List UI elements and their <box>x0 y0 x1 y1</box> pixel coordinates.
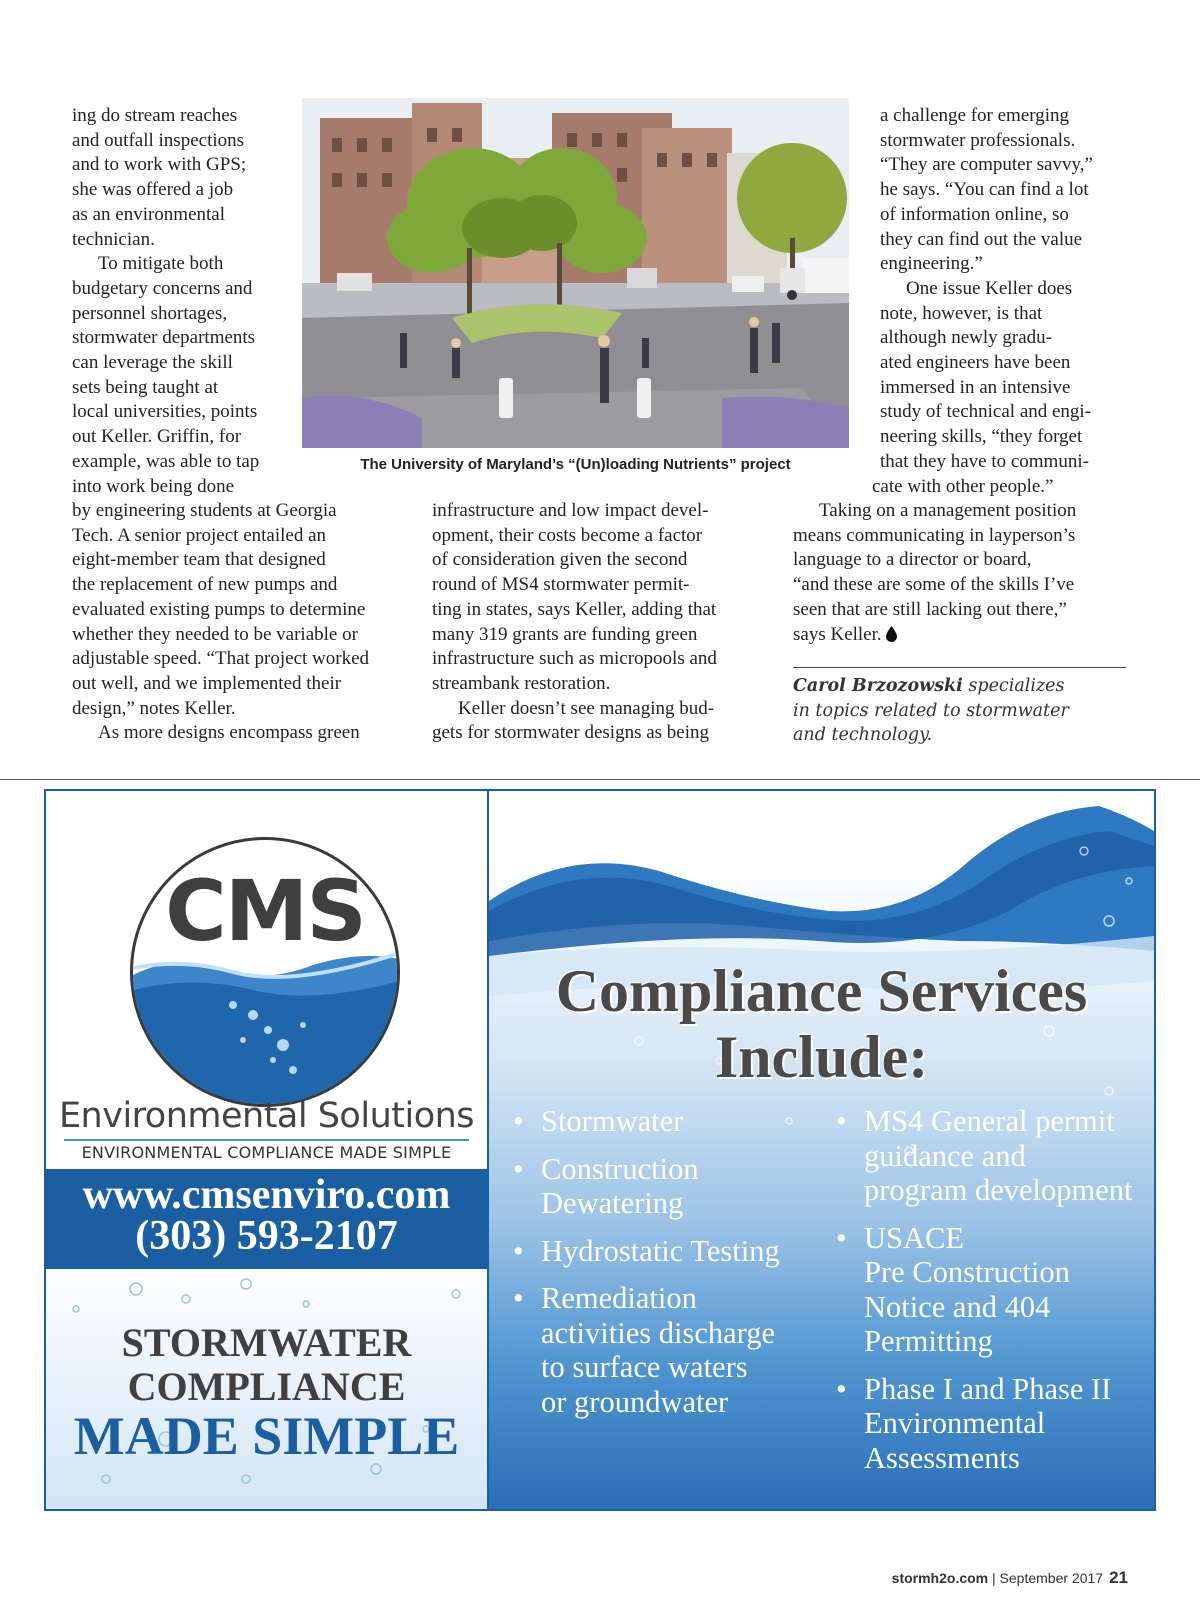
byline-text: specializes <box>962 676 1065 696</box>
text-line: evaluated existing pumps to determine <box>72 598 366 620</box>
text-line: language to a director or board, <box>793 549 1032 571</box>
text-line: One issue Keller does <box>906 277 1073 299</box>
text-line: they can find out the value <box>880 228 1083 250</box>
article-column-right-top <box>872 104 1140 499</box>
text-line: although newly gradu- <box>880 327 1053 349</box>
text-line: personnel shortages, <box>72 302 228 324</box>
text-line: To mitigate both <box>98 253 224 275</box>
text-line: out Keller. Griffin, for <box>72 426 242 448</box>
text-line: many 319 grants are funding green <box>432 623 698 645</box>
text-line: of consideration given the second <box>432 549 688 571</box>
service-text: Assessments <box>864 1440 1020 1475</box>
service-text: Pre Construction <box>864 1255 1070 1289</box>
company-name: Environmental Solutions <box>58 1096 475 1136</box>
text-line: as an environmental <box>72 203 226 225</box>
author-name: Carol Brzozowski <box>793 676 963 696</box>
text-line: eight-member team that designed <box>72 549 326 571</box>
text-line: Taking on a management position <box>819 500 1077 521</box>
footer-date: September 2017 <box>999 1570 1104 1586</box>
text-line: she was offered a job <box>72 179 234 201</box>
water-drop-icon <box>886 626 897 642</box>
service-item <box>511 1104 811 1139</box>
article-column-left-bottom <box>72 499 417 746</box>
text-line: “They are computer savvy,” <box>880 154 1093 176</box>
slogan-line-2: COMPLIANCE <box>127 1364 406 1409</box>
service-text: USACE <box>864 1220 964 1255</box>
text-line: means communicating in layperson’s <box>793 524 1076 546</box>
website-link[interactable]: www.cmsenviro.com <box>82 1172 451 1218</box>
footer-site[interactable]: stormh2o.com <box>891 1570 989 1586</box>
service-text: program development <box>864 1173 1133 1207</box>
text-line: he says. “You can find a lot <box>880 179 1089 201</box>
byline-text: and technology. <box>793 725 933 746</box>
service-text: Phase I and Phase II <box>864 1371 1112 1406</box>
service-text: Stormwater <box>541 1104 684 1138</box>
page-divider <box>0 779 1200 780</box>
text-line: seen that are still lacking out there,” <box>793 598 1067 620</box>
text-line: stormwater departments <box>72 327 256 349</box>
text-line: As more designs encompass green <box>98 722 360 744</box>
text-line: local universities, points <box>72 401 258 423</box>
text-line: round of MS4 stormwater permit- <box>432 574 690 596</box>
wave-logo-icon <box>133 840 400 1107</box>
article-column-left-top <box>72 104 302 499</box>
author-byline <box>793 674 1133 748</box>
text-line: note, however, is that <box>880 302 1043 324</box>
text-line: whether they needed to be variable or <box>72 623 358 645</box>
ad-right-panel <box>489 791 1154 1509</box>
service-item <box>511 1152 811 1221</box>
text-line: ting in states, says Keller, adding that <box>432 598 717 620</box>
service-text: guidance and <box>864 1138 1026 1173</box>
page-footer <box>892 1568 1128 1588</box>
text-line: can leverage the skill <box>72 352 233 374</box>
plaza-rendering-image <box>302 98 849 448</box>
text-line: out well, and we implemented their <box>72 672 342 694</box>
service-text: or groundwater <box>541 1384 729 1419</box>
text-line: ated engineers have been <box>880 352 1071 374</box>
text-line: technician. <box>72 228 155 250</box>
text-line: streambank restoration. <box>432 672 611 694</box>
text-line: engineering.” <box>880 253 983 275</box>
services-list-left <box>511 1104 811 1432</box>
slogan-line-1: STORMWATER <box>121 1320 412 1365</box>
headline-line-1: Compliance Services <box>555 958 1088 1024</box>
footer-separator: | <box>988 1570 1000 1586</box>
service-item <box>834 1104 1152 1208</box>
service-item <box>834 1221 1152 1359</box>
service-item <box>834 1372 1152 1476</box>
text-line: infrastructure such as micropools and <box>432 648 717 670</box>
photo-caption: The University of Maryland’s “(Un)loading Nutrients” project <box>360 456 791 473</box>
text-line: ing do stream reaches <box>72 105 238 126</box>
text-line: the replacement of new pumps and <box>72 574 338 596</box>
article-column-middle <box>432 499 777 746</box>
service-text: Environmental <box>864 1406 1046 1440</box>
cms-logo <box>130 837 400 1107</box>
service-text: Dewatering <box>541 1186 684 1220</box>
text-line: and outfall inspections <box>72 129 245 151</box>
project-illustration <box>302 98 849 448</box>
page-number: 21 <box>1109 1568 1128 1587</box>
text-line: Tech. A senior project entailed an <box>72 524 327 546</box>
text-line: neering skills, “they forget <box>880 426 1083 448</box>
article-column-right-bottom <box>793 499 1138 647</box>
ad-left-panel <box>46 791 489 1509</box>
headline-line-2: Include: <box>714 1024 929 1090</box>
logo-text: CMS <box>165 862 365 960</box>
text-line: infrastructure and low impact devel- <box>432 500 709 521</box>
text-line: and to work with GPS; <box>72 154 247 176</box>
service-text: Notice and 404 <box>864 1289 1051 1324</box>
text-line: opment, their costs become a factor <box>432 524 703 546</box>
cms-advertisement <box>44 789 1156 1511</box>
text-line: example, was able to tap <box>72 450 260 472</box>
services-list-right <box>834 1104 1152 1488</box>
text-span: says Keller. <box>793 623 882 645</box>
text-line: design,” notes Keller. <box>72 697 236 719</box>
company-tagline: ENVIRONMENTAL COMPLIANCE MADE SIMPLE <box>81 1143 452 1162</box>
text-line: cate with other people.” <box>872 475 1054 497</box>
text-line: of information online, so <box>880 203 1069 225</box>
text-line: budgetary concerns and <box>72 277 253 299</box>
byline-divider <box>793 667 1126 668</box>
text-line: into work being done <box>72 475 235 497</box>
text-line: gets for stormwater designs as being <box>432 722 710 744</box>
text-line: that they have to communi- <box>880 450 1089 472</box>
service-text: MS4 General permit <box>864 1104 1115 1138</box>
slogan-line-3: MADE SIMPLE <box>73 1406 460 1466</box>
text-line <box>793 623 1138 648</box>
service-text: Construction <box>541 1151 699 1186</box>
text-line: study of technical and engi- <box>880 401 1092 423</box>
service-text: Permitting <box>864 1324 993 1358</box>
company-underline <box>64 1139 469 1141</box>
byline-text: in topics related to stormwater <box>793 700 1069 721</box>
service-text: Remediation <box>541 1281 697 1315</box>
text-line: stormwater professionals. <box>880 129 1076 151</box>
text-line: immersed in an intensive <box>880 376 1071 398</box>
service-item <box>511 1281 811 1419</box>
service-item <box>511 1234 811 1269</box>
text-line: “and these are some of the skills I’ve <box>793 574 1075 596</box>
text-line: a challenge for emerging <box>880 105 1070 126</box>
text-line: by engineering students at Georgia <box>72 500 337 521</box>
text-line: adjustable speed. “That project worked <box>72 648 370 670</box>
service-text: to surface waters <box>541 1350 748 1384</box>
text-line: Keller doesn’t see managing bud- <box>458 697 715 719</box>
phone-number[interactable]: (303) 593-2107 <box>135 1213 398 1259</box>
service-text: Hydrostatic Testing <box>541 1233 780 1268</box>
text-line: sets being taught at <box>72 376 219 398</box>
service-text: activities discharge <box>541 1315 776 1350</box>
